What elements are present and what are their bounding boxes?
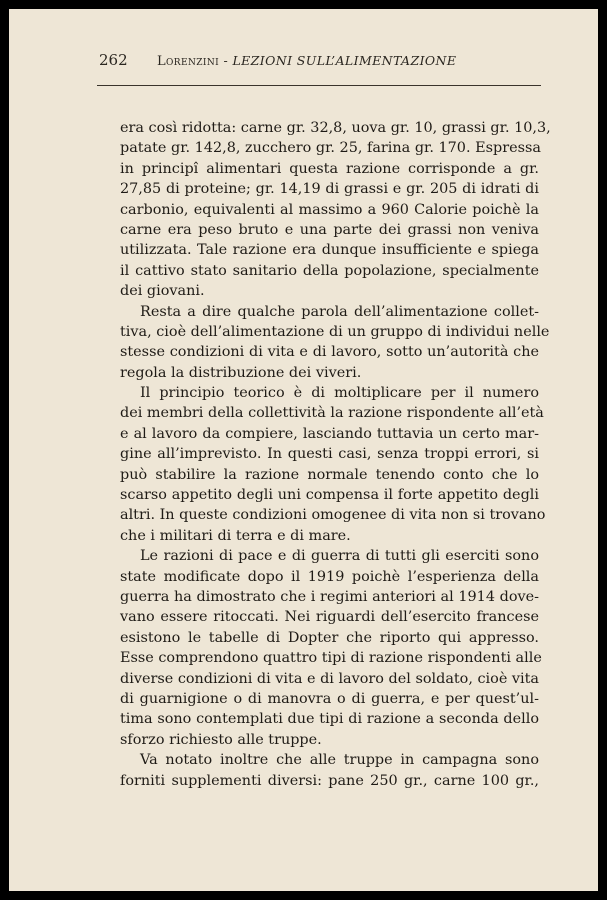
- paragraph: [120, 118, 551, 302]
- text-line: guerra ha dimostrato che i regimi anteriori al 1914 dove-: [120, 588, 539, 605]
- text-line: Le razioni di pace e di guerra di tutti gli eserciti sono: [140, 548, 539, 565]
- text-line: sforzo richiesto alle truppe.: [120, 731, 322, 748]
- text-line: 27,85 di proteine; gr. 14,19 di grassi e gr. 205 di idrati di: [120, 181, 539, 198]
- text-line: state modificate dopo il 1919 poichè l’esperienza della: [120, 568, 539, 585]
- text-line: carne era peso bruto e una parte dei grassi non veniva: [120, 221, 539, 238]
- text-line: e al lavoro da compiere, lasciando tuttavia un certo mar-: [120, 425, 539, 442]
- text-line: stesse condizioni di vita e di lavoro, sotto un’autorità che: [120, 344, 539, 361]
- text-line: Il principio teorico è di moltiplicare per il numero: [140, 385, 539, 402]
- text-line: utilizzata. Tale razione era dunque insufficiente e spiega: [120, 242, 539, 259]
- text-line: diverse condizioni di vita e di lavoro del soldato, cioè vita: [120, 670, 540, 687]
- running-head: [157, 53, 456, 69]
- text-line: esistono le tabelle di Dopter che riporto qui appresso.: [120, 629, 539, 646]
- text-line: può stabilire la razione normale tenendo conto che lo: [120, 466, 539, 483]
- running-head-separator: -: [219, 53, 233, 68]
- text-line: patate gr. 142,8, zucchero gr. 25, farina gr. 170. Espressa: [120, 140, 541, 157]
- running-head-author: Lorenzini: [157, 54, 220, 69]
- page-number: 262: [99, 51, 128, 69]
- header-rule: [97, 85, 541, 86]
- text-line: Esse comprendono quattro tipi di razione rispondenti alle: [120, 650, 542, 667]
- paragraph: [120, 383, 546, 546]
- running-head-title: LEZIONI SULL’ALIMENTAZIONE: [232, 53, 457, 68]
- text-line: Va notato inoltre che alle truppe in campagna sono: [140, 752, 539, 769]
- text-line: tiva, cioè dell’alimentazione di un gruppo di individui nelle: [120, 323, 550, 340]
- text-line: carbonio, equivalenti al massimo a 960 Calorie poichè la: [120, 201, 539, 218]
- text-line: regola la distribuzione dei viveri.: [120, 364, 362, 381]
- text-line: tima sono contemplati due tipi di razione a seconda dello: [120, 711, 539, 728]
- paragraph: [120, 302, 550, 384]
- text-line: forniti supplementi diversi: pane 250 gr., carne 100 gr.,: [120, 772, 539, 789]
- page-header: [97, 49, 539, 75]
- text-line: il cattivo stato sanitario della popolazione, specialmente: [120, 262, 539, 279]
- text-line: di guarnigione o di manovra o di guerra, e per quest’ul-: [120, 690, 539, 707]
- text-line: gine all’imprevisto. In questi casi, senza troppi errori, si: [120, 446, 539, 463]
- text-line: Resta a dire qualche parola dell’alimentazione collet-: [140, 303, 539, 320]
- text-line: dei membri della collettività la razione rispondente all’età: [120, 405, 544, 422]
- paragraph: [120, 750, 539, 791]
- text-line: vano essere ritoccati. Nei riguardi dell’esercito francese: [120, 609, 539, 626]
- text-line: che i militari di terra e di mare.: [120, 527, 351, 544]
- paragraph: [120, 546, 542, 750]
- text-line: era così ridotta: carne gr. 32,8, uova gr. 10, grassi gr. 10,3,: [120, 120, 551, 136]
- body-text: [120, 118, 551, 791]
- text-line: altri. In queste condizioni omogenee di vita non si trovano: [120, 507, 546, 524]
- book-page: [9, 9, 598, 891]
- text-line: scarso appetito degli uni compensa il forte appetito degli: [120, 487, 539, 504]
- text-line: in principî alimentari questa razione corrisponde a gr.: [120, 160, 539, 177]
- text-line: dei giovani.: [120, 283, 205, 300]
